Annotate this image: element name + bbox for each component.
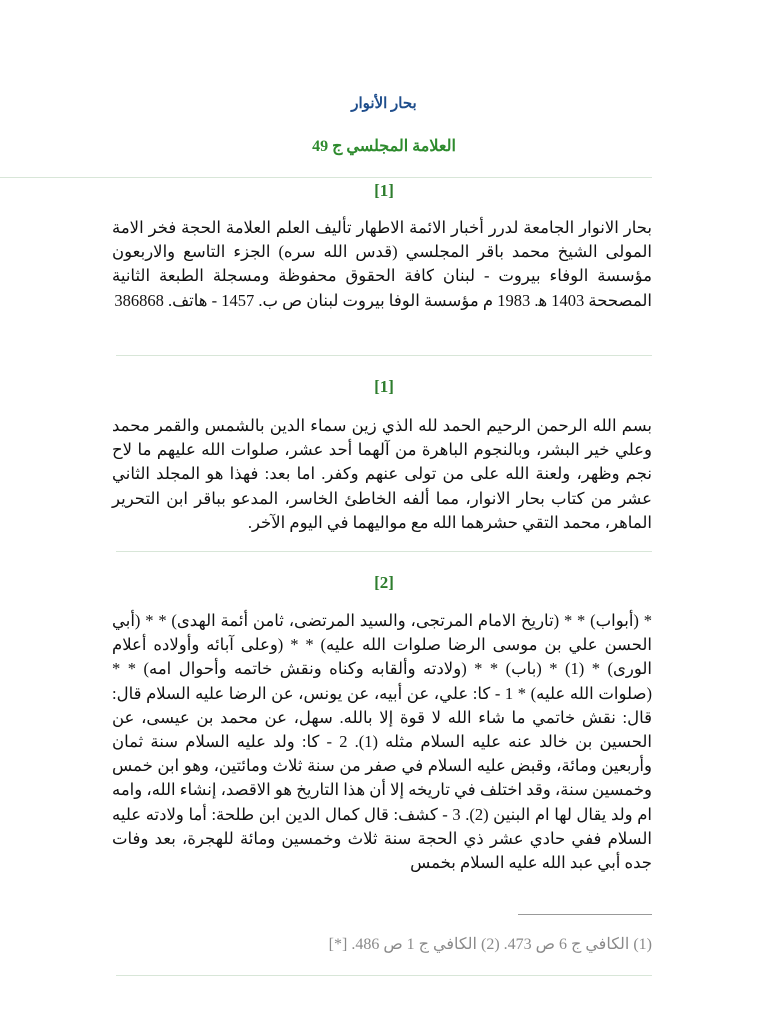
page-number-label: [2] [374, 573, 394, 592]
author-title: العلامة المجلسي ج 49 [312, 138, 456, 155]
divider [116, 355, 652, 356]
section-paragraph: * (أبواب) * * (تاريخ الامام المرتجى، والسيد المرتضى، ثامن أئمة الهدى) * * (أبي الحسن علي بن موسى الرضا صلوات الله عليه) * * (وعلى آبائه وأولاده أعلام الورى) * (1) * (باب) * * (ولادته وألقابه وكناه ونقش خاتمه وأحوال امه) * * (صلوات الله عليه) * 1 - كا: علي، عن أبيه، عن يونس، عن الرضا عليه السلام قال: قال: نقش خاتمي ما شاء الله لا قوة إلا بالله. سهل، عن محمد بن عيسى، عن الحسين بن خالد عنه عليه السلام مثله (1). 2 - كا: ولد عليه السلام سنة ثمان وأربعين ومائة، وقبض عليه السلام في صفر من سنة ثلاث ومائتين، وهو ابن خمس وخمسين سنة، وقد اختلف في تاريخه إلا أن هذا التاريخ هو الاقصد، إنشاء الله، وامه ام ولد يقال لها ام البنين (2). 3 - كشف: قال كمال الدين ابن طلحة: أما ولادته عليه السلام ففي حادي عشر ذي الحجة سنة ثلاث وخمسين ومائة للهجرة، بعد وفات جده أبي عبد الله عليه السلام بخمس [112, 611, 652, 873]
divider [116, 975, 652, 976]
book-title: بحار الأنوار [351, 96, 417, 112]
divider [116, 551, 652, 552]
footnote-separator [518, 914, 652, 915]
page-number-label: [1] [374, 377, 394, 396]
page-number-label: [1] [374, 181, 394, 200]
section-paragraph: بسم الله الرحمن الرحيم الحمد لله الذي زين سماء الدين بالشمس والقمر محمد وعلي خير البشر، وبالنجوم الباهرة من آلهما أحد عشر، صلوات الله عليهم ما لاح نجم وظهر، ولعنة الله على من تولى عنهم وكفر. اما بعد: فهذا هو المجلد الثاني عشر من كتاب بحار الانوار، مما ألفه الخاطئ الخاسر، المدعو بباقر ابن التحرير الماهر، محمد التقي حشرهما الله مع مواليهما في اليوم الآخر. [112, 416, 652, 532]
footnote: (1) الكافي ج 6 ص 473. (2) الكافي ج 1 ص 486. [*] [328, 936, 652, 953]
divider [0, 177, 652, 178]
section-paragraph: بحار الانوار الجامعة لدرر أخبار الائمة الاطهار تأليف العلم العلامة الحجة فخر الامة المولى الشيخ محمد باقر المجلسي (قدس الله سره) الجزء التاسع والاربعون مؤسسة الوفاء بيروت - لبنان كافة الحقوق محفوظة ومسجلة الطبعة الثانية المصححة 1403 ه‍. 1983 م مؤسسة الوفا بيروت لبنان ص ب. 1457 - هاتف. 386868 [112, 218, 652, 310]
